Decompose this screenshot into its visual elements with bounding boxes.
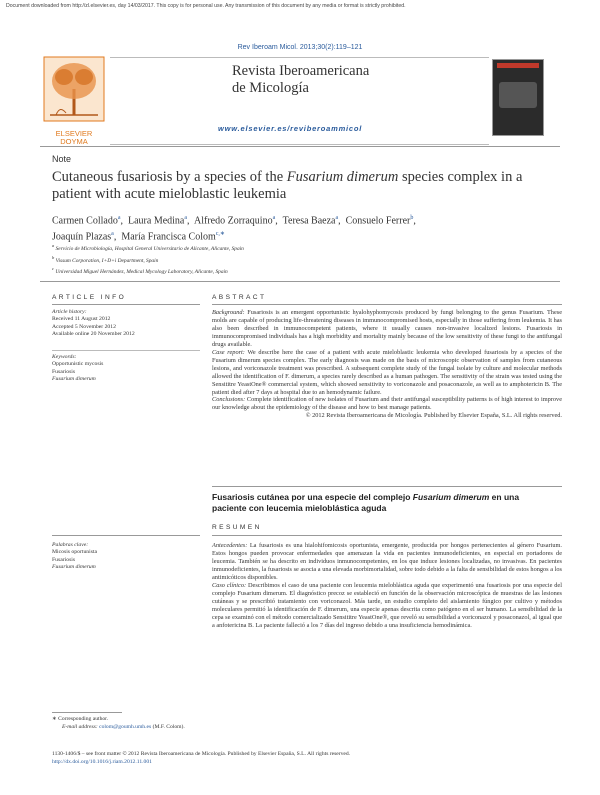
author-affil: a	[111, 230, 114, 237]
resumen-rule	[212, 535, 562, 536]
abstract-conclusions: Conclusions: Complete identification of new isolates of Fusarium and their antifungal susceptibility patterns is of high interest to improve our knowledge about the epidemiology of the disease and how to best manage patients.	[212, 396, 562, 412]
abstract-header: ABSTRACT	[212, 294, 267, 301]
title-italic: Fusarium dimerum	[286, 169, 399, 185]
author: Consuelo Ferrer	[345, 215, 411, 227]
palabra: Fusarium dimerum	[52, 563, 96, 570]
affiliations	[52, 242, 552, 277]
affiliation: $^b$ Vissum Corporation, I+D+i Department, Spain	[52, 254, 159, 264]
keywords	[52, 354, 200, 383]
abstract-copyright: © 2012 Revista Iberoamericana de Micología. Published by Elsevier España, S.L. All rights reserved.	[305, 412, 562, 420]
header-rule	[40, 146, 560, 147]
resumen-body	[212, 542, 562, 629]
received-date: Received 11 August 2012	[52, 316, 111, 323]
resumen-antecedentes: Antecedentes: La fusariosis es una hialohifomicosis oportunista, emergente, producida por hongos pertenecientes al género Fusarium. Estos hongos pueden provocar enfermedades que amenazan la vida en pacientes inmunodeficientes, en especial en portadores de leucemia. También se ha descrito en individuos inmunocompetentes, en los que induce lesiones localizadas, no invasivas. En pacientes inmunodeficientes, la fusariosis se asocia a una elevada morbimortalidad, sobre todo debido a la falta de sensibilidad de estos hongos a los antimicóticos disponibles.	[212, 542, 562, 581]
author-affil: b	[410, 215, 414, 221]
resumen-header: RESUMEN	[212, 524, 262, 531]
article-title	[52, 169, 552, 203]
journal-cover-thumbnail	[492, 59, 544, 136]
history-label: Article history:	[52, 309, 87, 315]
keywords-label: Keywords:	[52, 354, 77, 360]
palabra: Micosis oportunista	[52, 549, 98, 556]
abstract-case: Case report: We describe here the case of a patient with acute mieloblastic leukemia who developed fusariosis by a species of the Fusarium dimerum species complex. The early diagnosis was made on the basis of microscopic observation of samples from cutaneous lesions, and voriconazole treatment was prescribed. A subsequent complete study of the fungal isolate by culture and molecular methods allowed the identification of F. dimerum, a species rarely described as a human pathogen. The sensitivity of the strain was tested using the Sensititre YeastOne® commercial system, which showed sensitivity to voriconazole and posaconazole, as well as to amphotericin B. The patient died after 7 days at hospital due to an hemodynamic failure.	[212, 348, 562, 396]
journal-title-line1: Revista Iberoamericana	[232, 63, 370, 79]
journal-title	[232, 63, 369, 97]
email-line: E-mail address: colom@goumh.umh.es (M.F. Colom).	[62, 724, 185, 730]
author: Teresa Baeza	[282, 215, 336, 227]
title-part1: Cutaneous fusariosis by a species of the	[52, 169, 287, 185]
cover-banner	[497, 63, 539, 68]
cover-image	[499, 82, 537, 108]
article-history	[52, 309, 200, 338]
author-affil: a	[272, 215, 276, 221]
palabras-label: Palabras clave:	[52, 542, 89, 548]
author-affil: a	[117, 215, 121, 221]
author-affil: a	[335, 215, 339, 221]
corresponding-author: ∗ Corresponding author.	[52, 716, 109, 722]
abstract-end-rule	[212, 486, 562, 487]
author-affil: a	[184, 215, 188, 221]
article-info-header: ARTICLE INFO	[52, 294, 127, 301]
section-rule	[40, 281, 560, 282]
palabra: Fusariosis	[52, 556, 76, 563]
affiliation: $^c$ Universidad Miguel Hernández, Medical Mycology Laboratory, Alicante, Spain	[52, 266, 228, 275]
author: Alfredo Zorraquino	[194, 215, 273, 227]
article-info-rule	[52, 304, 200, 305]
affiliation: $^a$ Servicio de Microbiología, Hospital General Universitario de Alicante, Alicante, Spain	[52, 243, 244, 252]
journal-title-line2: de Micología	[232, 80, 309, 96]
journal-citation: Rev Iberoam Micol. 2013;30(2):119–121	[237, 44, 363, 51]
spanish-title: Fusariosis cutánea por una especie del complejo Fusarium dimerum en una paciente con leucemia mieloblástica aguda	[212, 492, 520, 513]
keyword: Fusariosis	[52, 368, 76, 375]
doi-link[interactable]: http://dx.doi.org/10.1016/j.riam.2012.11.001	[52, 759, 152, 765]
palabras-clave	[52, 542, 200, 571]
abstract-body	[212, 309, 562, 420]
resumen-caso: Caso clínico: Describimos el caso de una paciente con leucemia mieloblástica aguda que experimentó una fusariosis por una especie del complejo Fusarium dimerum. El diagnóstico precoz se estableció en función de la observación microscópica de muestras de las lesiones cutáneas y se prescribió tratamiento con voriconazol. Más tarde, un estudio completo del aislamiento fúngico por cultivo y métodos moleculares permitió la identificación de F. dimerum, una especie apenas descrita como patógeno en el ser humano. La sensibilidad de la cepa se examinó con el método comercializado Sensititre YeastOne®, que reveló su sensibilidad a voriconazol y posaconazol, al igual que a anfotericina B. La paciente falleció a los 7 días del ingreso debido a una insuficiencia hemodinámica.	[212, 581, 562, 629]
author: Laura Medina	[128, 215, 185, 227]
elsevier-logo	[42, 55, 106, 145]
author: María Francisca Colom	[121, 231, 216, 243]
author: Carmen Collado	[52, 215, 118, 227]
publisher-name-2: DOYMA	[60, 137, 88, 146]
footnote-rule	[52, 712, 122, 713]
keyword: Fusarium dimerum	[52, 375, 96, 382]
journal-url[interactable]: www.elsevier.es/reviberoammicol	[218, 124, 363, 133]
keywords-rule	[52, 350, 200, 351]
palabras-rule	[52, 535, 200, 536]
title-part2: species complex in a patient with acute mieloblastic leukemia	[52, 169, 523, 202]
issn-line: 1130-1406/$ – see front matter © 2012 Revista Iberoamericana de Micología. Published by Elsevier España, S.L. All rights reserved.	[52, 751, 351, 757]
tree-logo-icon	[42, 55, 106, 125]
abstract-rule	[212, 304, 562, 305]
publisher-name: ELSEVIER	[55, 129, 93, 138]
email-link[interactable]: colom@goumh.umh.es	[99, 724, 152, 730]
online-date: Available online 20 November 2012	[52, 330, 135, 337]
article-type: Note	[52, 154, 72, 164]
author: Joaquín Plazas	[52, 231, 112, 243]
download-notice: Document downloaded from http://zl.elsevier.es, day 14/03/2017. This copy is for personal use. Any transmission of this document by any media or format is strictly prohibited.	[6, 3, 406, 9]
author-list: Carmen Collado$^a$, Laura Medina$^a$, Alfredo Zorraquino$^a$, Teresa Baeza$^a$, Consuelo Ferrer$^b$, Joaquín Plazas$^a$, María Francisca Colom$^{c,∗}$	[52, 215, 416, 243]
keyword: Opportunistic mycosis	[52, 361, 104, 368]
accepted-date: Accepted 5 November 2012	[52, 323, 116, 330]
abstract-background: Background: Fusariosis is an emergent opportunistic hyalohyphomycosis produced by fungi belonging to the genus Fusarium. These molds are capable of producing life-threatening diseases in immunocompromised hosts, especially in those suffering from leukemia. It has also been described in immunocompetent patients, where it usually causes non-invasive localized lesions. Fusariosis in immunocompromised individuals has a high morbidity and mortality mainly because of the low sensitivity of these fungi to the antifungal drugs available.	[212, 309, 562, 348]
author-affil: c,∗	[215, 230, 225, 237]
